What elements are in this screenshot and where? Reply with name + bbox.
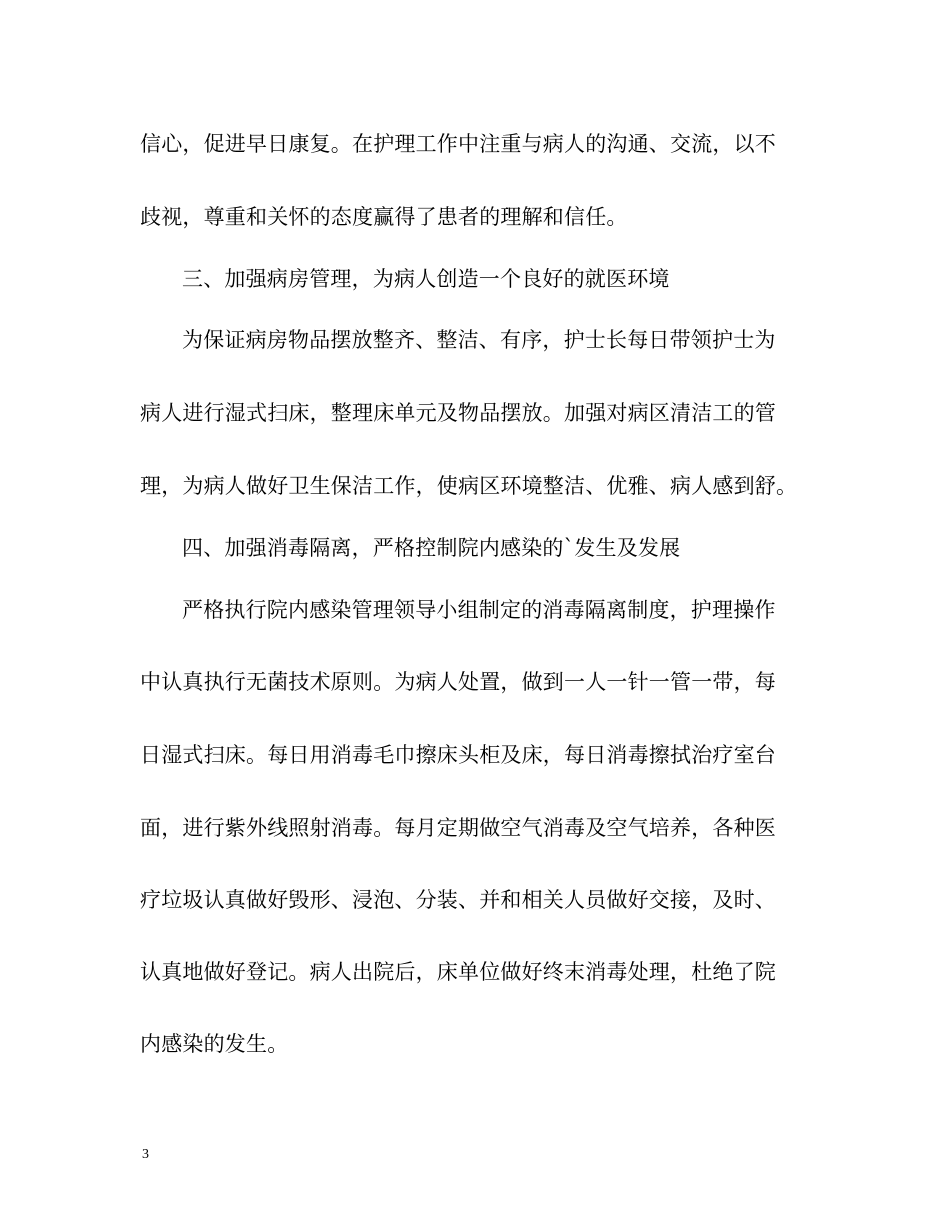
body-text-line: 病人进行湿式扫床，整理床单元及物品摆放。加强对病区清洁工的管 [140, 401, 776, 425]
section-heading: 三、加强病房管理，为病人创造一个良好的就医环境 [182, 267, 670, 291]
body-text-line: 面，进行紫外线照射消毒。每月定期做空气消毒及空气培养，各种医 [140, 816, 776, 840]
body-text-line: 中认真执行无菌技术原则。为病人处置，做到一人一针一管一带，每 [140, 670, 776, 694]
body-text-line: 严格执行院内感染管理领导小组制定的消毒隔离制度，护理操作 [182, 598, 776, 622]
page-number: 3 [142, 1147, 149, 1162]
body-text-line: 内感染的发生。 [140, 1032, 289, 1056]
body-text-line: 为保证病房物品摆放整齐、整洁、有序，护士长每日带领护士为 [182, 328, 776, 352]
body-text-line: 日湿式扫床。每日用消毒毛巾擦床头柜及床，每日消毒擦拭治疗室台 [140, 743, 776, 767]
body-text-line: 信心，促进早日康复。在护理工作中注重与病人的沟通、交流，以不 [140, 132, 776, 156]
body-text-line: 理，为病人做好卫生保洁工作，使病区环境整洁、优雅、病人感到舒。 [140, 474, 798, 498]
body-text-line: 认真地做好登记。病人出院后，床单位做好终末消毒处理，杜绝了院 [140, 960, 776, 984]
section-heading: 四、加强消毒隔离，严格控制院内感染的`发生及发展 [182, 536, 681, 560]
body-text-line: 歧视，尊重和关怀的态度赢得了患者的理解和信任。 [140, 205, 628, 229]
body-text-line: 疗垃圾认真做好毁形、浸泡、分装、并和相关人员做好交接，及时、 [140, 888, 776, 912]
